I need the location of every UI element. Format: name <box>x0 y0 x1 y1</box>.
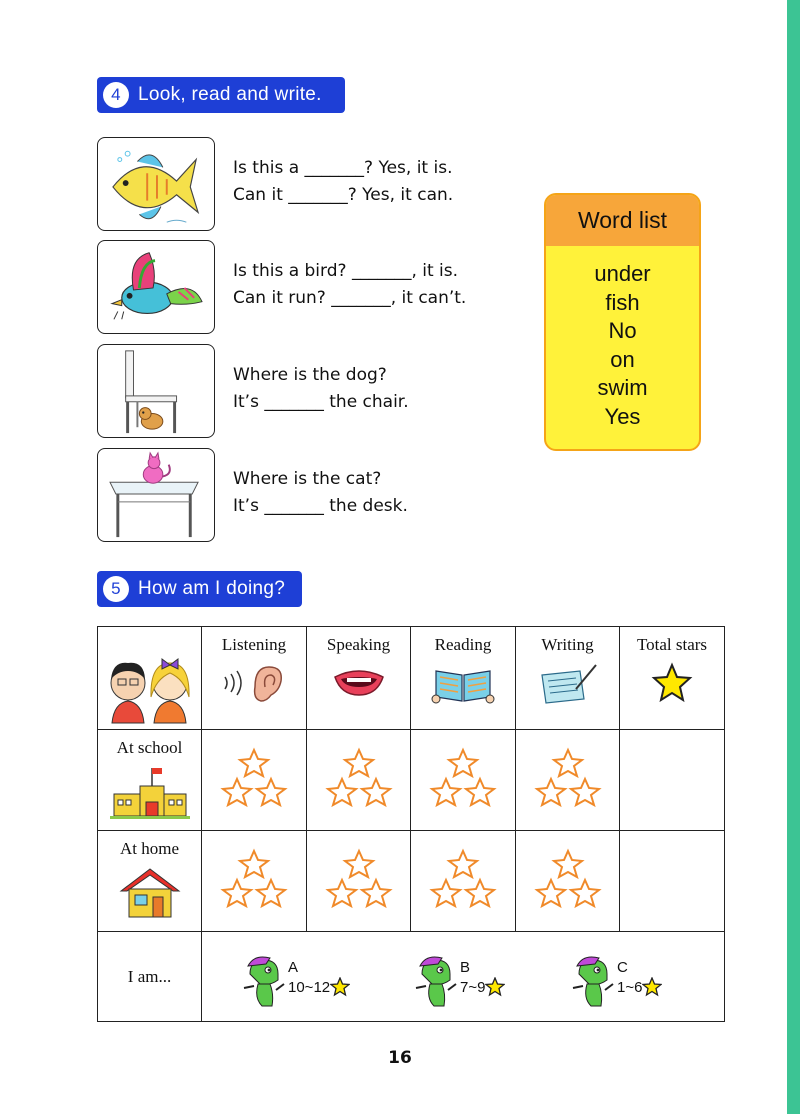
three-stars-icon <box>534 848 602 910</box>
question-2 <box>233 258 466 312</box>
home-writing-stars[interactable] <box>516 831 620 932</box>
section-4-number: 4 <box>103 82 129 108</box>
school-listening-stars[interactable] <box>202 730 307 831</box>
word-list-item: under <box>594 261 651 286</box>
fish-picture <box>97 137 215 231</box>
section-5-number: 5 <box>103 576 129 602</box>
row-at-school-label: At school <box>116 738 183 757</box>
house-icon <box>117 865 183 921</box>
column-reading <box>411 627 516 730</box>
word-list-item: on <box>610 346 635 372</box>
row-i-am-label: I am... <box>127 966 172 986</box>
school-writing-stars[interactable] <box>516 730 620 831</box>
home-listening-stars[interactable] <box>202 831 307 932</box>
star-icon <box>330 977 350 997</box>
home-total-stars-cell[interactable] <box>620 831 725 932</box>
three-stars-icon <box>429 848 497 910</box>
level-b-grade: B <box>460 959 471 976</box>
dinosaur-icon <box>569 954 615 1008</box>
word-list-item: swim <box>597 375 648 400</box>
column-listening-label: Listening <box>221 635 287 654</box>
level-b-range: 7~9 <box>460 978 486 996</box>
section-5-banner <box>97 571 302 607</box>
section-4-title: Look, read and write. <box>138 84 322 105</box>
boy-girl-icon <box>98 627 202 725</box>
table-header-row <box>98 627 725 730</box>
word-list-title: Word list <box>546 195 699 246</box>
level-c-option[interactable] <box>569 954 662 1008</box>
question-1-line-1: Is this a _______? Yes, it is. <box>233 158 453 178</box>
word-list-item: fish <box>605 289 640 315</box>
level-a-option[interactable] <box>240 954 350 1008</box>
table-row-at-school <box>98 730 725 831</box>
question-2-line-1: Is this a bird? _______, it is. <box>233 261 459 281</box>
star-icon <box>485 977 505 997</box>
dinosaur-icon <box>412 954 458 1008</box>
dinosaur-icon <box>240 954 286 1008</box>
writing-notebook-icon <box>536 661 600 705</box>
ear-icon <box>219 661 289 705</box>
bird-illustration <box>98 241 214 333</box>
column-total-stars-label: Total stars <box>636 635 708 654</box>
column-writing-label: Writing <box>541 635 594 654</box>
star-icon <box>650 661 694 705</box>
three-stars-icon <box>429 747 497 809</box>
row-at-home-label: At home <box>119 839 180 858</box>
page-number: 16 <box>388 1048 412 1068</box>
section-4-banner <box>97 77 345 113</box>
school-total-stars-cell[interactable] <box>620 730 725 831</box>
question-3-line-1: Where is the dog? <box>233 365 387 385</box>
section-5-title: How am I doing? <box>138 578 286 599</box>
three-stars-icon <box>534 747 602 809</box>
column-reading-label: Reading <box>434 635 492 654</box>
column-total-stars <box>620 627 725 730</box>
word-list-box <box>544 193 701 451</box>
level-a-grade: A <box>288 959 299 976</box>
word-list-items <box>546 260 699 431</box>
column-speaking <box>307 627 411 730</box>
star-icon <box>642 977 662 997</box>
column-speaking-label: Speaking <box>326 635 391 654</box>
bird-picture <box>97 240 215 334</box>
school-reading-stars[interactable] <box>411 730 516 831</box>
word-list-item: No <box>608 318 637 343</box>
question-4-line-2: It’s _______ the desk. <box>233 496 408 516</box>
chair-dog-illustration <box>98 345 214 437</box>
level-b-option[interactable] <box>412 954 505 1008</box>
question-2-line-2: Can it run? _______, it can’t. <box>233 288 467 308</box>
question-3 <box>233 362 409 416</box>
three-stars-icon <box>325 848 393 910</box>
home-speaking-stars[interactable] <box>307 831 411 932</box>
level-options-cell <box>202 932 725 1022</box>
question-3-line-2: It’s _______ the chair. <box>233 392 409 412</box>
question-4 <box>233 466 408 520</box>
three-stars-icon <box>325 747 393 809</box>
dog-under-chair-picture <box>97 344 215 438</box>
children-picture-cell <box>98 627 202 730</box>
level-c-range: 1~6 <box>617 978 643 996</box>
question-1 <box>233 155 453 209</box>
table-row-at-home <box>98 831 725 932</box>
row-at-school-label-cell <box>98 730 202 831</box>
column-listening <box>202 627 307 730</box>
school-speaking-stars[interactable] <box>307 730 411 831</box>
fish-illustration <box>98 138 214 230</box>
mouth-icon <box>329 661 389 701</box>
level-c-grade: C <box>617 959 628 976</box>
column-writing <box>516 627 620 730</box>
desk-cat-illustration <box>98 449 214 541</box>
three-stars-icon <box>220 848 288 910</box>
row-i-am-label-cell <box>98 932 202 1022</box>
home-reading-stars[interactable] <box>411 831 516 932</box>
level-a-range: 10~12 <box>288 978 331 996</box>
self-assessment-table <box>97 626 725 1022</box>
book-icon <box>430 661 496 705</box>
school-building-icon <box>110 764 190 820</box>
row-at-home-label-cell <box>98 831 202 932</box>
table-row-i-am <box>98 932 725 1022</box>
question-1-line-2: Can it _______? Yes, it can. <box>233 185 454 205</box>
three-stars-icon <box>220 747 288 809</box>
question-4-line-1: Where is the cat? <box>233 469 382 489</box>
cat-on-desk-picture <box>97 448 215 542</box>
side-color-stripe <box>787 0 800 1114</box>
word-list-item: Yes <box>604 403 641 429</box>
